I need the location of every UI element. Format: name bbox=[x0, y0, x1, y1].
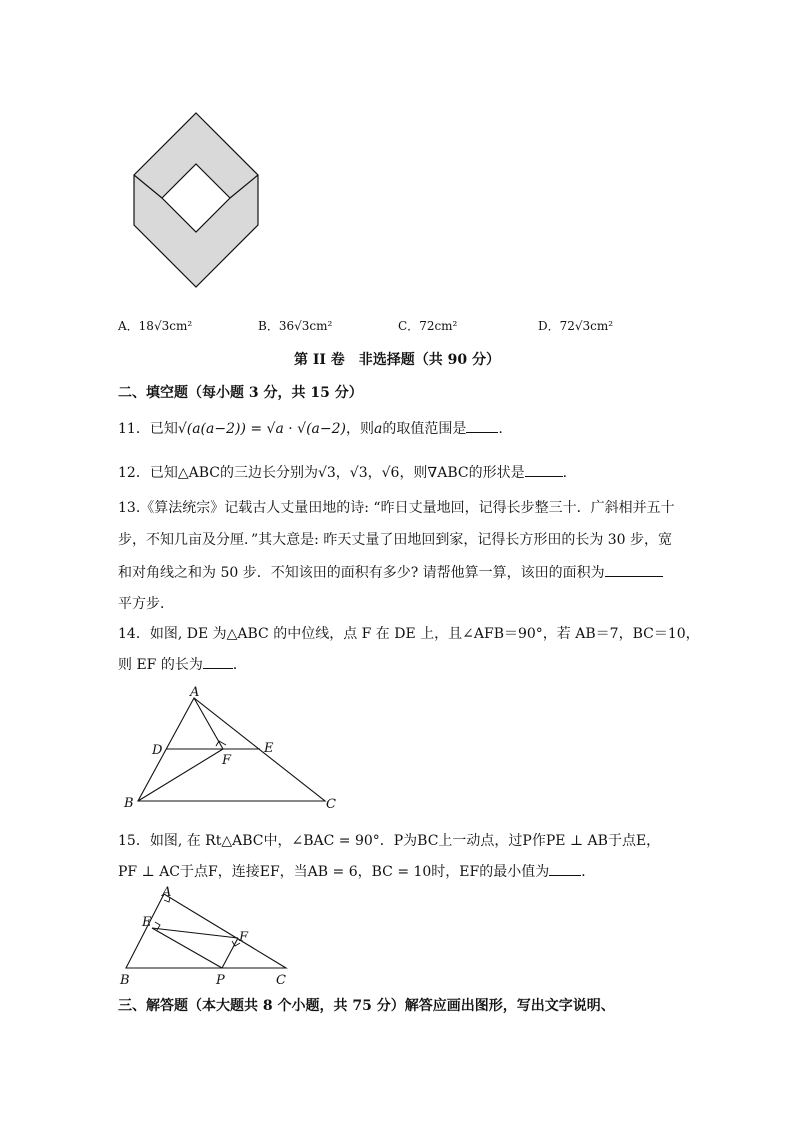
option-a: A．18√3cm² bbox=[118, 319, 193, 333]
label-c: C bbox=[276, 973, 286, 988]
label-a: A bbox=[190, 685, 200, 700]
answer-blank-12 bbox=[525, 462, 563, 477]
question-13-line4: 平方步． bbox=[118, 596, 174, 612]
part2-title: 第 II 卷 非选择题（共 90 分） bbox=[293, 352, 501, 368]
label-a: A bbox=[162, 886, 172, 900]
answer-blank-13 bbox=[605, 562, 663, 577]
label-p: P bbox=[216, 973, 225, 988]
question-14-line2: 则 EF 的长为 ． bbox=[118, 654, 247, 675]
label-f: F bbox=[239, 930, 249, 945]
triangle-figure-q15 bbox=[118, 886, 298, 990]
question-13-line3: 和对角线之和为 50 步．不知该田的面积有多少? 请帮他算一算，该田的面积为 bbox=[118, 562, 663, 583]
option-b: B．36√3cm² bbox=[258, 319, 333, 333]
label-b: B bbox=[124, 796, 134, 811]
answer-blank-14 bbox=[203, 654, 233, 669]
label-c: C bbox=[326, 797, 336, 812]
label-e: E bbox=[264, 741, 274, 756]
option-c: C．72cm² bbox=[398, 319, 458, 333]
section2-title: 二、填空题（每小题 3 分，共 15 分） bbox=[118, 385, 363, 401]
question-13-line1: 13.《算法统宗》记载古人丈量田地的诗: “昨日丈量地回，记得长步整三十．广斜相并五十 bbox=[118, 500, 675, 516]
triangle-figure-q14 bbox=[118, 684, 348, 814]
answer-blank-15 bbox=[549, 861, 581, 876]
answer-blank-11 bbox=[466, 418, 498, 433]
section3-title: 三、解答题（本大题共 8 个小题，共 75 分）解答应画出图形，写出文字说明、 bbox=[118, 998, 615, 1014]
question-11: 11．已知√(a(a−2)) = √a · √(a−2)，则a的取值范围是 . bbox=[118, 418, 503, 439]
question-12: 12．已知△ABC的三边长分别为√3，√3，√6，则∇ABC的形状是 . bbox=[118, 462, 567, 483]
question-15-line1: 15．如图, 在 Rt△ABC中，∠BAC = 90°．P为BC上一动点，过P作PE ⊥ AB于点E， bbox=[118, 833, 661, 849]
question-13-line2: 步，不知几亩及分厘．”其大意是: 昨天丈量了田地回到家，记得长方形田的长为 30 步，宽 bbox=[118, 532, 673, 548]
option-d: D．72√3cm² bbox=[538, 319, 614, 333]
label-e: E bbox=[142, 915, 152, 930]
label-d: D bbox=[152, 743, 163, 758]
label-b: B bbox=[120, 973, 130, 988]
diamond-figure bbox=[128, 108, 264, 292]
question-15-line2: PF ⊥ AC于点F，连接EF，当AB = 6，BC = 10时，EF的最小值为 ． bbox=[118, 861, 595, 882]
question-14-line1: 14．如图, DE 为△ABC 的中位线，点 F 在 DE 上，且∠AFB＝90°，若 AB＝7，BC＝10， bbox=[118, 626, 700, 642]
label-f: F bbox=[222, 753, 232, 768]
